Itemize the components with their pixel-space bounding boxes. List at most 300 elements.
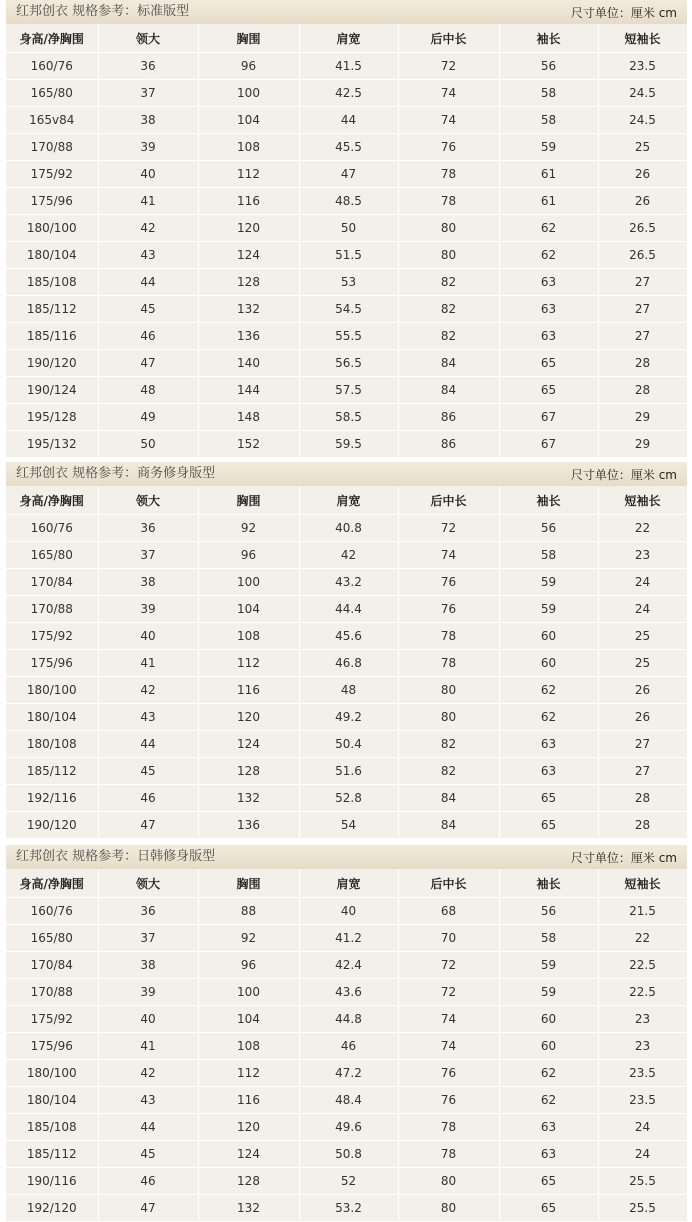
table-cell: 120 [198,704,299,731]
table-cell: 63 [499,758,598,785]
column-header: 短袖长 [598,869,687,898]
table-cell: 92 [198,925,299,952]
table-row [6,269,687,296]
table-cell: 80 [398,242,499,269]
table-cell: 59 [499,134,598,161]
unit-label: 尺寸单位：厘米 cm [570,851,677,865]
table-cell: 120 [198,1114,299,1141]
table-cell: 180/100 [6,1060,98,1087]
table-cell: 68 [398,898,499,925]
section-header [6,462,687,486]
column-header: 身高/净胸围 [6,486,98,515]
table-row [6,704,687,731]
column-header: 胸围 [198,486,299,515]
table-cell: 80 [398,677,499,704]
table-cell: 47 [98,1195,198,1222]
table-cell: 190/124 [6,377,98,404]
table-cell: 39 [98,596,198,623]
table-row [6,404,687,431]
column-header: 领大 [98,869,198,898]
table-cell: 84 [398,350,499,377]
table-cell: 29 [598,431,687,458]
table-cell: 45 [98,1141,198,1168]
size-table-section [6,845,687,1222]
table-cell: 41.2 [299,925,398,952]
table-cell: 128 [198,1168,299,1195]
table-cell: 42.5 [299,80,398,107]
table-cell: 45 [98,758,198,785]
table-row [6,925,687,952]
size-table-section [6,462,687,839]
table-cell: 52 [299,1168,398,1195]
table-cell: 53 [299,269,398,296]
table-cell: 144 [198,377,299,404]
table-cell: 49 [98,404,198,431]
table-cell: 165/80 [6,925,98,952]
column-header: 肩宽 [299,486,398,515]
table-row [6,188,687,215]
table-row [6,623,687,650]
table-cell: 104 [198,596,299,623]
table-cell: 52.8 [299,785,398,812]
table-cell: 54 [299,812,398,839]
table-cell: 62 [499,242,598,269]
table-cell: 124 [198,1141,299,1168]
table-cell: 47 [98,812,198,839]
table-cell: 78 [398,188,499,215]
table-cell: 78 [398,161,499,188]
table-cell: 112 [198,650,299,677]
table-cell: 54.5 [299,296,398,323]
table-row [6,215,687,242]
table-cell: 92 [198,515,299,542]
header-row [6,869,687,898]
table-cell: 76 [398,1087,499,1114]
table-cell: 100 [198,80,299,107]
table-cell: 76 [398,596,499,623]
table-cell: 23.5 [598,1087,687,1114]
table-cell: 136 [198,812,299,839]
table-cell: 116 [198,677,299,704]
table-cell: 132 [198,296,299,323]
table-row [6,785,687,812]
table-cell: 46 [98,785,198,812]
column-header: 领大 [98,486,198,515]
size-table-section [6,0,687,458]
table-cell: 132 [198,1195,299,1222]
table-cell: 180/104 [6,704,98,731]
table-cell: 27 [598,269,687,296]
table-cell: 51.6 [299,758,398,785]
table-row [6,350,687,377]
table-cell: 58 [499,925,598,952]
table-row [6,296,687,323]
table-cell: 148 [198,404,299,431]
table-cell: 50.8 [299,1141,398,1168]
table-cell: 37 [98,80,198,107]
table-cell: 56 [499,898,598,925]
table-cell: 51.5 [299,242,398,269]
table-cell: 80 [398,215,499,242]
table-cell: 63 [499,1141,598,1168]
table-cell: 190/116 [6,1168,98,1195]
table-cell: 41 [98,188,198,215]
table-cell: 43 [98,1087,198,1114]
table-row [6,431,687,458]
table-row [6,952,687,979]
table-row [6,161,687,188]
table-cell: 29 [598,404,687,431]
table-cell: 42 [98,677,198,704]
column-header: 后中长 [398,24,499,53]
table-cell: 48.4 [299,1087,398,1114]
table-cell: 76 [398,1060,499,1087]
table-cell: 26.5 [598,215,687,242]
table-cell: 24 [598,1141,687,1168]
table-cell: 53.2 [299,1195,398,1222]
table-cell: 190/120 [6,350,98,377]
table-cell: 195/128 [6,404,98,431]
table-cell: 70 [398,925,499,952]
table-cell: 65 [499,377,598,404]
table-cell: 23.5 [598,53,687,80]
table-cell: 190/120 [6,812,98,839]
table-cell: 80 [398,1168,499,1195]
table-cell: 88 [198,898,299,925]
table-cell: 22.5 [598,979,687,1006]
column-header: 袖长 [499,869,598,898]
table-cell: 46.8 [299,650,398,677]
column-header: 肩宽 [299,24,398,53]
table-cell: 48 [299,677,398,704]
column-header: 领大 [98,24,198,53]
table-cell: 26 [598,704,687,731]
table-cell: 160/76 [6,898,98,925]
table-cell: 27 [598,323,687,350]
column-header: 身高/净胸围 [6,24,98,53]
table-cell: 43.2 [299,569,398,596]
table-cell: 80 [398,1195,499,1222]
table-cell: 40.8 [299,515,398,542]
table-row [6,323,687,350]
table-row [6,758,687,785]
table-cell: 38 [98,952,198,979]
table-cell: 42.4 [299,952,398,979]
table-cell: 120 [198,215,299,242]
table-cell: 152 [198,431,299,458]
table-row [6,1195,687,1222]
table-cell: 108 [198,1033,299,1060]
table-cell: 84 [398,812,499,839]
section-title: 红邦创衣 规格参考：标准版型 [16,4,190,19]
unit-label: 尺寸单位：厘米 cm [570,468,677,482]
column-header: 短袖长 [598,486,687,515]
table-cell: 43.6 [299,979,398,1006]
table-cell: 26 [598,161,687,188]
table-cell: 44.4 [299,596,398,623]
table-cell: 62 [499,1060,598,1087]
table-cell: 50 [299,215,398,242]
table-cell: 45.6 [299,623,398,650]
table-cell: 82 [398,323,499,350]
table-cell: 65 [499,812,598,839]
table-cell: 72 [398,952,499,979]
table-cell: 50 [98,431,198,458]
table-cell: 59 [499,596,598,623]
table-row [6,596,687,623]
table-cell: 23 [598,1033,687,1060]
section-title: 红邦创衣 规格参考：商务修身版型 [16,466,216,481]
table-cell: 21.5 [598,898,687,925]
table-cell: 23.5 [598,1060,687,1087]
table-row [6,1060,687,1087]
table-cell: 104 [198,1006,299,1033]
table-cell: 42 [299,542,398,569]
table-row [6,569,687,596]
table-cell: 60 [499,1033,598,1060]
table-cell: 62 [499,677,598,704]
table-cell: 38 [98,569,198,596]
table-cell: 43 [98,704,198,731]
column-header: 胸围 [198,24,299,53]
table-cell: 82 [398,296,499,323]
table-cell: 47 [98,350,198,377]
table-cell: 39 [98,979,198,1006]
table-cell: 96 [198,53,299,80]
table-cell: 74 [398,542,499,569]
table-cell: 55.5 [299,323,398,350]
table-cell: 65 [499,1195,598,1222]
table-cell: 24 [598,1114,687,1141]
table-cell: 49.2 [299,704,398,731]
table-cell: 43 [98,242,198,269]
table-cell: 104 [198,107,299,134]
table-cell: 44 [98,731,198,758]
header-row [6,486,687,515]
table-cell: 23 [598,542,687,569]
table-cell: 27 [598,296,687,323]
table-row [6,731,687,758]
table-cell: 165/80 [6,80,98,107]
table-row [6,1114,687,1141]
table-cell: 175/96 [6,650,98,677]
table-cell: 72 [398,515,499,542]
table-row [6,80,687,107]
table-cell: 185/112 [6,296,98,323]
table-cell: 46 [299,1033,398,1060]
table-cell: 40 [98,623,198,650]
table-cell: 62 [499,215,598,242]
table-cell: 84 [398,785,499,812]
table-cell: 128 [198,269,299,296]
table-cell: 63 [499,296,598,323]
table-cell: 175/92 [6,161,98,188]
table-cell: 86 [398,404,499,431]
table-cell: 48 [98,377,198,404]
table-cell: 76 [398,134,499,161]
table-cell: 124 [198,242,299,269]
table-cell: 165/80 [6,542,98,569]
table-cell: 40 [98,161,198,188]
table-cell: 56.5 [299,350,398,377]
table-cell: 46 [98,323,198,350]
table-cell: 61 [499,188,598,215]
table-cell: 24 [598,569,687,596]
table-cell: 175/92 [6,1006,98,1033]
table-cell: 108 [198,623,299,650]
table-cell: 96 [198,542,299,569]
table-cell: 128 [198,758,299,785]
table-row [6,134,687,161]
table-cell: 36 [98,53,198,80]
table-cell: 160/76 [6,53,98,80]
table-cell: 165v84 [6,107,98,134]
table-row [6,1168,687,1195]
table-cell: 58.5 [299,404,398,431]
table-cell: 84 [398,377,499,404]
size-table [6,869,688,1222]
table-cell: 180/104 [6,242,98,269]
table-cell: 28 [598,350,687,377]
table-cell: 82 [398,758,499,785]
table-cell: 185/116 [6,323,98,350]
table-cell: 160/76 [6,515,98,542]
unit-label: 尺寸单位：厘米 cm [570,6,677,20]
table-cell: 41 [98,650,198,677]
table-cell: 185/108 [6,269,98,296]
column-header: 肩宽 [299,869,398,898]
table-cell: 136 [198,323,299,350]
table-cell: 44 [299,107,398,134]
column-header: 胸围 [198,869,299,898]
table-cell: 74 [398,1006,499,1033]
table-cell: 175/96 [6,188,98,215]
table-cell: 180/108 [6,731,98,758]
table-cell: 67 [499,404,598,431]
table-cell: 59 [499,979,598,1006]
table-row [6,542,687,569]
table-cell: 78 [398,1114,499,1141]
table-cell: 27 [598,731,687,758]
table-cell: 72 [398,53,499,80]
table-cell: 63 [499,269,598,296]
section-header [6,0,687,24]
table-cell: 78 [398,1141,499,1168]
table-cell: 170/84 [6,569,98,596]
table-cell: 82 [398,731,499,758]
table-row [6,53,687,80]
table-cell: 45 [98,296,198,323]
table-cell: 192/120 [6,1195,98,1222]
table-cell: 76 [398,569,499,596]
table-cell: 37 [98,542,198,569]
section-header [6,845,687,869]
table-cell: 58 [499,107,598,134]
table-cell: 22 [598,515,687,542]
table-cell: 60 [499,650,598,677]
table-cell: 28 [598,377,687,404]
table-cell: 170/88 [6,979,98,1006]
table-cell: 170/88 [6,134,98,161]
table-cell: 47 [299,161,398,188]
table-cell: 25.5 [598,1168,687,1195]
table-cell: 47.2 [299,1060,398,1087]
table-cell: 192/116 [6,785,98,812]
column-header: 短袖长 [598,24,687,53]
table-cell: 63 [499,731,598,758]
table-row [6,1006,687,1033]
table-cell: 41 [98,1033,198,1060]
table-cell: 24.5 [598,107,687,134]
table-cell: 56 [499,515,598,542]
table-cell: 100 [198,979,299,1006]
table-cell: 80 [398,704,499,731]
table-cell: 59 [499,952,598,979]
table-row [6,515,687,542]
table-cell: 180/104 [6,1087,98,1114]
table-cell: 86 [398,431,499,458]
table-cell: 40 [98,1006,198,1033]
table-cell: 65 [499,785,598,812]
table-cell: 56 [499,53,598,80]
table-row [6,650,687,677]
table-cell: 100 [198,569,299,596]
table-cell: 65 [499,1168,598,1195]
column-header: 身高/净胸围 [6,869,98,898]
table-cell: 132 [198,785,299,812]
table-cell: 25 [598,134,687,161]
table-cell: 41.5 [299,53,398,80]
table-cell: 25 [598,650,687,677]
table-row [6,898,687,925]
table-cell: 185/108 [6,1114,98,1141]
table-cell: 82 [398,269,499,296]
table-cell: 74 [398,107,499,134]
table-cell: 22.5 [598,952,687,979]
table-cell: 116 [198,1087,299,1114]
table-cell: 185/112 [6,1141,98,1168]
table-cell: 78 [398,650,499,677]
table-cell: 44 [98,1114,198,1141]
column-header: 袖长 [499,24,598,53]
table-cell: 58 [499,80,598,107]
table-row [6,1033,687,1060]
table-cell: 140 [198,350,299,377]
table-row [6,107,687,134]
table-cell: 116 [198,188,299,215]
table-cell: 24.5 [598,80,687,107]
table-cell: 180/100 [6,215,98,242]
table-cell: 58 [499,542,598,569]
table-cell: 170/84 [6,952,98,979]
table-cell: 57.5 [299,377,398,404]
table-cell: 36 [98,898,198,925]
column-header: 后中长 [398,869,499,898]
table-cell: 38 [98,107,198,134]
table-cell: 96 [198,952,299,979]
table-cell: 45.5 [299,134,398,161]
table-cell: 60 [499,623,598,650]
table-cell: 42 [98,215,198,242]
table-cell: 63 [499,1114,598,1141]
table-cell: 28 [598,812,687,839]
table-cell: 67 [499,431,598,458]
table-cell: 49.6 [299,1114,398,1141]
table-cell: 39 [98,134,198,161]
table-cell: 48.5 [299,188,398,215]
table-cell: 22 [598,925,687,952]
table-cell: 44 [98,269,198,296]
